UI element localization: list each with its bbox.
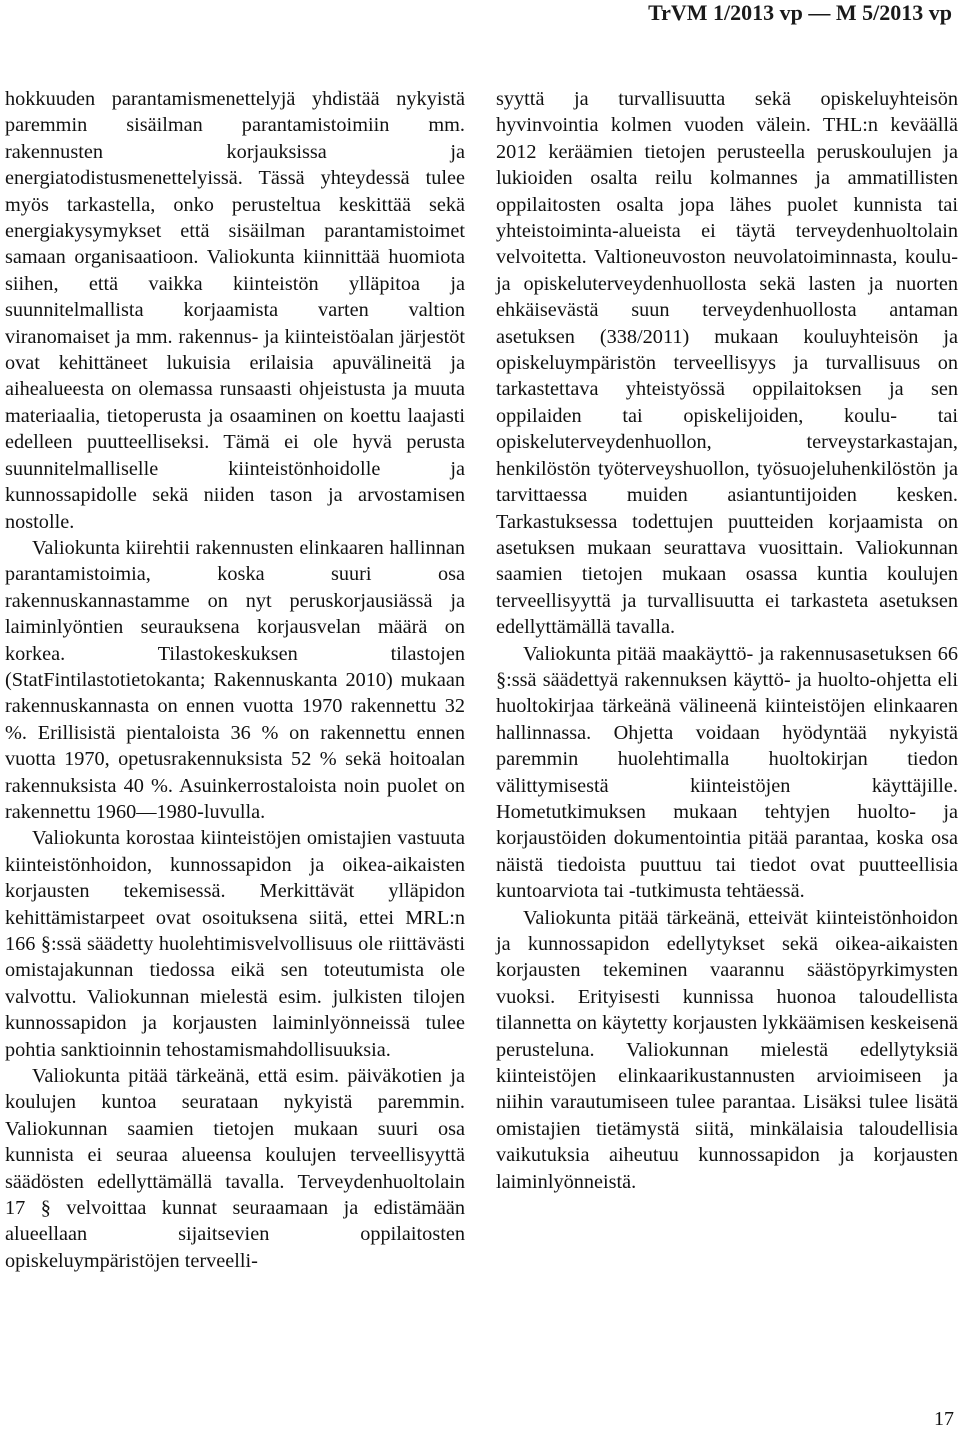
paragraph: Valiokunta pitää maakäyttö- ja rakennusasetuksen 66 §:ssä säädettyä rakennuksen käyttö- ja huolto-ohjetta eli huoltokirjaa tärkeänä välineenä kiinteistöjen elinkaaren hallinnassa. Ohjetta voidaan hyödyntää nykyistä paremmin huolehtimalla huoltokirjan tiedon välittymisestä kiinteistöjen käyttäjille. Hometutkimuksen mukaan tehtyjen huolto- ja korjaustöiden dokumentointia pitää parantaa, koska osa näistä tiedoista puuttuu tai tiedot ovat puutteellisia kuntoarviota tai -tutkimusta tehtäessä. xyxy=(496,642,958,903)
paragraph: Valiokunta korostaa kiinteistöjen omistajien vastuuta kiinteistönhoidon, kunnossapidon ja oikea-aikaisten korjausten tekemisessä. Merkittävät ylläpidon kehittämistarpeet ovat osoituksena siitä, ettei MRL:n 166 §:ssä säädetty huolehtimisvelvollisuus ole riittävästi omistajakunnan tiedossa eikä sen toteutumista ole valvottu. Valiokunnan mielestä esim. julkisten tilojen kunnossapidon ja korjausten laiminlyönneissä tulee pohtia sanktioinnin tehostamismahdollisuuksia. xyxy=(5,827,465,1061)
paragraph: Valiokunta pitää tärkeänä, että esim. päiväkotien ja koulujen kuntoa seurataan nykyistä paremmin. Valiokunnan saamien tietojen mukaan suuri osa kunnista ei seuraa alueensa koulujen terveellisyyttä säädösten edellyttämällä tavalla. Terveydenhuoltolain 17 § velvoittaa kunnat seuraamaan ja edistämään alueellaan sijaitsevien oppilaitosten opiskeluympäristöjen terveelli- xyxy=(5,1065,465,1272)
paragraph: syyttä ja turvallisuutta sekä opiskeluyhteisön hyvinvointia kolmen vuoden välein. THL:n keväällä 2012 keräämien tietojen perusteella peruskoulujen ja lukioiden osalta reilu kolmannes ja ammatillisten oppilaitosten osalta jopa lähes puolet kunnista tai yhteistoiminta-alueista ei täytä terveydenhuoltolain velvoitetta. Valtioneuvoston neuvolatoiminnasta, koulu- ja opiskeluterveydenhuollosta sekä lasten ja nuorten ehkäisevästä suun terveydenhuollosta antaman asetuksen (338/2011) mukaan kouluyhteisön ja opiskeluympäristön terveellisyys ja turvallisuus on tarkastettava yhteistyössä oppilaitoksen ja sen oppilaiden tai opiskelijoiden, koulu- tai opiskeluterveydenhuollon, terveystarkastajan, henkilöstön työterveyshuollon, työsuojeluhenkilöstön ja tarvittaessa muiden asiantuntijoiden kesken. Tarkastuksessa todettujen puutteiden korjaamista on asetuksen mukaan seurattava vuosittain. Valiokunnan saamien tietojen mukaan osassa kuntia koulujen terveellisyyttä ja turvallisuutta ei tarkasteta asetuksen edellyttämällä tavalla. xyxy=(496,88,958,639)
paragraph: Valiokunta pitää tärkeänä, etteivät kiinteistönhoidon ja kunnossapidon edellytykset sekä oikea-aikaisten korjausten tekeminen vaarannu säästöpyrkimysten vuoksi. Erityisesti kunnissa huonoa taloudellista tilannetta on käytetty korjausten lykkäämisen keskeisenä perusteluna. Valiokunnan mielestä edellytyksiä kiinteistöjen elinkaarikustannusten arvioimiseen ja niihin varautumiseen tulee parantaa. Lisäksi tulee lisätä omistajien tietämystä siitä, minkälaisia taloudellisia vaikutuksia aiheutuu kunnossapidon ja korjausten laiminlyönneistä. xyxy=(496,906,958,1193)
right-column xyxy=(496,86,958,1195)
paragraph: Valiokunta kiirehtii rakennusten elinkaaren hallinnan parantamistoimia, koska suuri osa rakennuskannastamme on nyt peruskorjausiässä ja laiminlyöntien seurauksena korjausvelan määrä on korkea. Tilastokeskuksen tilastojen (StatFintilastotietokanta; Rakennuskanta 2010) mukaan rakennuskannasta on ennen vuotta 1970 rakennettu 32 %. Erillisistä pientaloista 36 % on rakennettu ennen vuotta 1970, opetusrakennuksista 52 % sekä hoitoalan rakennuksista 40 %. Asuinkerrostaloista noin puolet on rakennettu 1960—1980-luvulla. xyxy=(5,536,465,823)
left-column xyxy=(5,86,465,1274)
page-number: 17 xyxy=(934,1408,954,1430)
paragraph: hokkuuden parantamismenettelyjä yhdistää nykyistä paremmin sisäilman parantamistoimiin mm. rakennusten korjauksissa ja energiatodistusmenettelyissä. Tässä yhteydessä tulee myös tarkastella, onko perusteltua keskittää sekä energiakysymykset että sisäilman parantamistoimet samaan organisaatioon. Valiokunta kiinnittää huomiota siihen, että vaikka kiinteistön ylläpitoa ja suunnitelmallista korjaamista varten valtion viranomaiset ja mm. rakennus- ja kiinteistöalan järjestöt ovat kehittäneet lukuisia erilaisia apuvälineitä ja aihealueesta on olemassa runsaasti ohjeistusta ja muuta materiaalia, tietoperusta ja osaaminen on koettu laajasti edelleen puutteelliseksi. Tämä ei ole hyvä perusta suunnitelmalliselle kiinteistönhoidolle ja kunnossapidolle sekä niiden tason ja arvostamisen nostolle. xyxy=(5,88,465,533)
running-header: TrVM 1/2013 vp — M 5/2013 vp xyxy=(648,0,952,25)
